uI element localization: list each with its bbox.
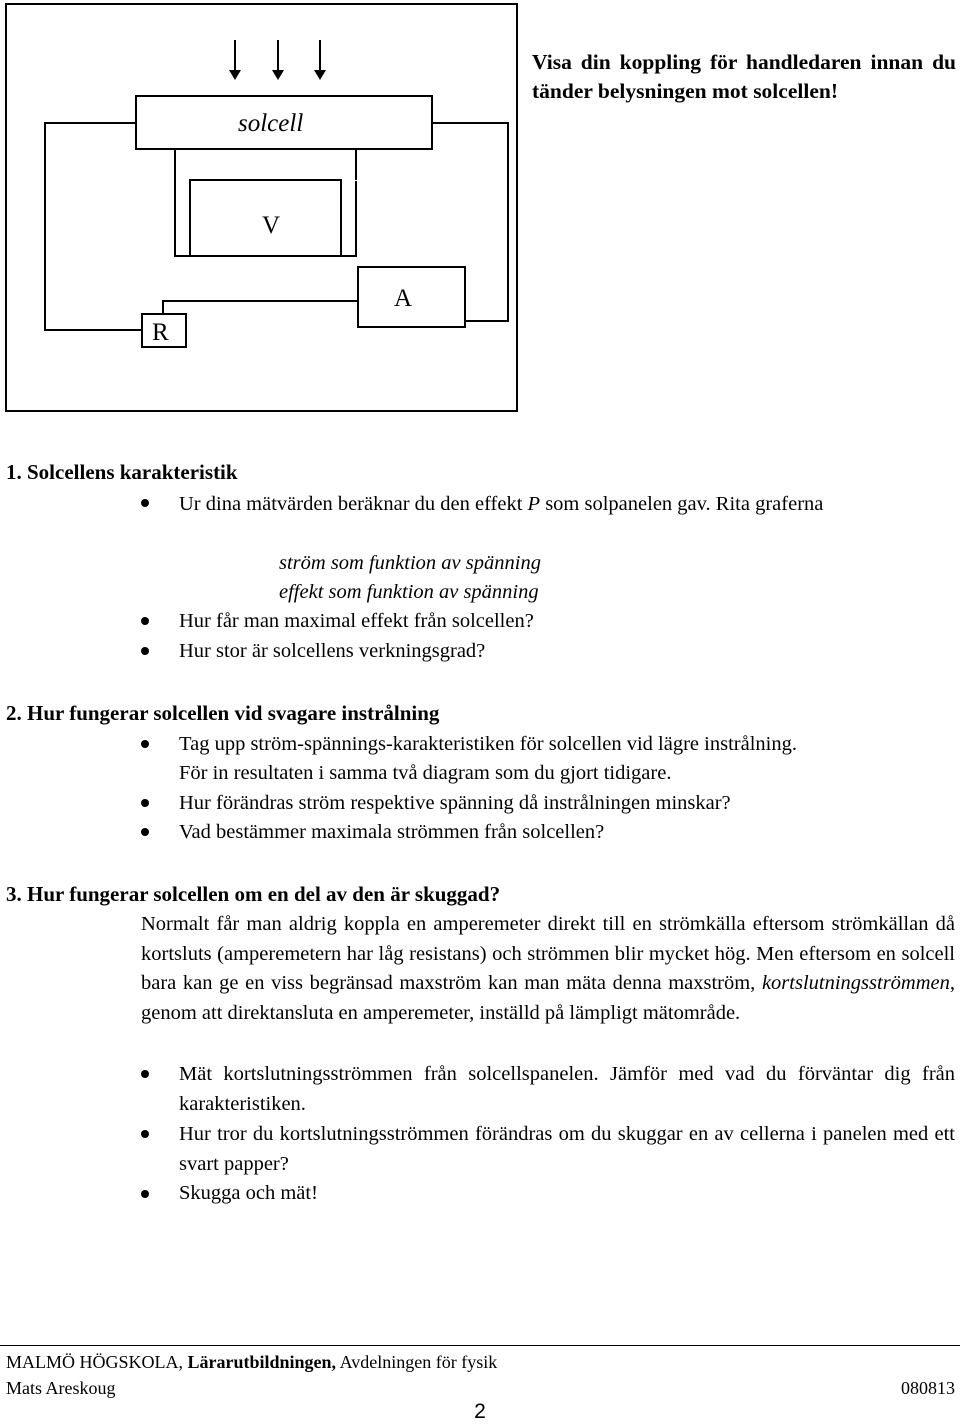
solar-cell-label: solcell [238, 110, 304, 137]
section-2-title: 2. Hur fungerar solcellen vid svagare instrålning [6, 701, 440, 725]
footer-date: 080813 [901, 1378, 955, 1398]
section-2-bullet-1-line-1: Tag upp ström-spännings-karakteristiken för solcellen vid lägre instrålning. [179, 733, 797, 755]
bullet-icon [141, 828, 149, 836]
bullet-icon [141, 1070, 149, 1078]
section-3-title: 3. Hur fungerar solcellen om en del av den är skuggad? [6, 882, 501, 906]
footer-institution-line [6, 1351, 497, 1373]
short-circuit-term: kortslutningsströmmen [761, 972, 950, 995]
footer-institution: MALMÖ HÖGSKOLA, [6, 1352, 184, 1372]
light-arrows [229, 40, 326, 80]
section-3-bullet-3: Skugga och mät! [179, 1182, 318, 1204]
footer-rule [0, 1345, 960, 1346]
section-1-bullet-2: Hur får man maximal effekt från solcellen? [179, 610, 534, 632]
page-number: 2 [474, 1400, 486, 1423]
bullet-1-text: Ur dina mätvärden beräknar du den effekt P som solpanelen gav. Rita graferna [179, 493, 824, 515]
paragraph-text-start: Normalt får man aldrig koppla en amperemeter direkt till en strömkälla eftersom strömkällan då kortsluts (amperemetern har låg resistans) och strömmen blir mycket hög. Men eftersom en solcell bara kan ge en viss begränsad maxström kan man mäta denna maxström, [141, 913, 955, 995]
resistor-label: R [152, 319, 169, 346]
plot-item-current-voltage: ström som funktion av spänning [279, 552, 541, 574]
section-3-bullet-2: Hur tror du kortslutningsströmmen förändras om du skuggar en av cellerna i panelen med ett svart papper? [179, 1123, 955, 1175]
voltmeter-label: V [262, 212, 281, 239]
section-1-bullet-1 [179, 489, 955, 519]
power-variable: P [527, 493, 541, 515]
bullet-icon [141, 1130, 149, 1138]
ammeter-label: A [394, 285, 413, 312]
footer-faculty: Lärarutbildningen, [187, 1352, 337, 1372]
supervisor-instruction: Visa din koppling för handledaren innan du tänder belysningen mot solcellen! [532, 50, 956, 103]
bullet-icon [141, 647, 149, 655]
section-1-title: 1. Solcellens karakteristik [6, 460, 238, 484]
section-2-bullet-3: Vad bestämmer maximala strömmen från solcellen? [179, 821, 605, 843]
section-2-bullet-2: Hur förändras ström respektive spänning då instrålningen minskar? [179, 792, 731, 814]
bullet-icon [141, 617, 149, 625]
section-1-bullet-3: Hur stor är solcellens verkningsgrad? [179, 640, 486, 662]
bullet-icon [141, 799, 149, 807]
bullet-icon [141, 1190, 149, 1198]
footer-department: Avdelningen för fysik [339, 1352, 498, 1372]
bullet-icon [141, 740, 149, 748]
section-2-bullet-1-line-2: För in resultaten i samma två diagram som du gjort tidigare. [179, 762, 672, 784]
short-circuit-paragraph [141, 910, 955, 1028]
bullet-icon [141, 499, 149, 507]
circuit-diagram [0, 0, 525, 420]
plot-item-power-voltage: effekt som funktion av spänning [279, 581, 539, 603]
paragraph-text-end: , genom att direktansluta en amperemeter, inställd på lämpligt mätområde. [141, 972, 956, 1024]
footer-author: Mats Areskoug [6, 1378, 116, 1398]
section-3-bullet-1: Mät kortslutningsströmmen från solcellspanelen. Jämför med vad du förväntar dig från karakteristiken. [179, 1063, 955, 1115]
